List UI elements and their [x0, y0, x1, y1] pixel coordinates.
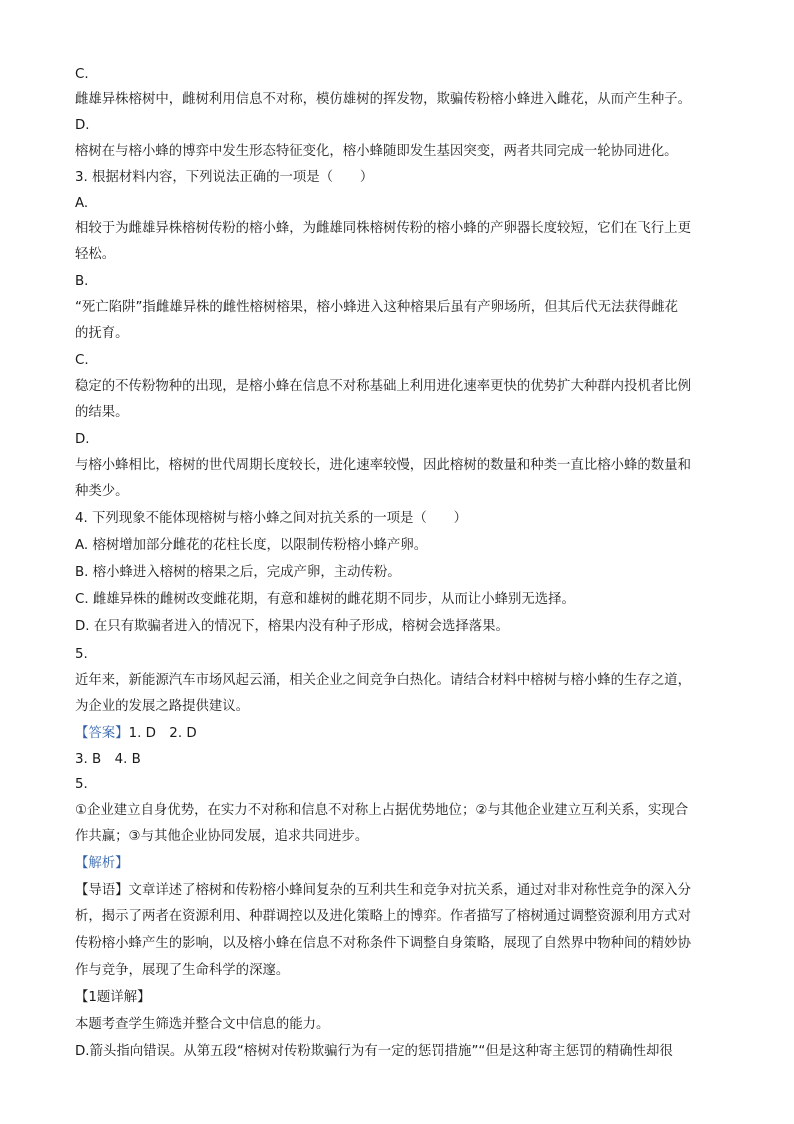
answer-tag: 【答案】 [75, 726, 129, 741]
q4-stem: 4. 下列现象不能体现榕树与榕小蜂之间对抗关系的一项是（ ） [75, 511, 467, 526]
answer-line-1 [75, 724, 735, 744]
q3-option-c-text-cont: 的结果。 [75, 405, 129, 420]
answer-5-text: ①企业建立自身优势，在实力不对称和信息不对称上占据优势地位；②与其他企业建立互利关系，实现合 [75, 803, 689, 818]
q3-option-b-text-cont: 的抚育。 [75, 326, 129, 341]
q3-option-d-label: D. [75, 432, 90, 447]
detail-text-2: D.箭头指向错误。从第五段“榕树对传粉欺骗行为有一定的惩罚措施”“但是这种寄主惩罚的精确性却很 [75, 1044, 673, 1059]
answer-5-number: 5. [75, 777, 88, 792]
q5-text-cont: 为企业的发展之路提供建议。 [75, 699, 250, 714]
q3-stem: 3. 根据材料内容，下列说法正确的一项是（ ） [75, 170, 374, 185]
q5-number: 5. [75, 647, 88, 662]
q2-option-d-text: 榕树在与榕小蜂的博弈中发生形态特征变化，榕小蜂随即发生基因突变，两者共同完成一轮协同进化。 [75, 144, 678, 159]
detail-text-1: 本题考查学生筛选并整合文中信息的能力。 [75, 1017, 330, 1032]
q4-option-b: B. 榕小蜂进入榕树的榕果之后，完成产卵，主动传粉。 [75, 565, 401, 580]
analysis-tag: 【解析】 [75, 856, 129, 871]
q4-option-d: D. 在只有欺骗者进入的情况下，榕果内没有种子形成，榕树会选择落果。 [75, 619, 509, 634]
guide-text-4: 作与竞争，展现了生命科学的深邃。 [75, 963, 290, 978]
q3-option-b-label: B. [75, 274, 89, 289]
q3-option-a-text: 相较于为雌雄异株榕树传粉的榕小蜂，为雌雄同株榕树传粉的榕小蜂的产卵器长度较短，它们在飞行上更 [75, 221, 691, 236]
guide-text-3: 传粉榕小蜂产生的影响，以及榕小蜂在信息不对称条件下调整自身策略，展现了自然界中物种间的精妙协 [75, 936, 691, 951]
q2-option-d-label: D. [75, 118, 90, 133]
q4-option-a: A. 榕树增加部分雌花的花柱长度，以限制传粉榕小蜂产卵。 [75, 538, 428, 553]
q3-option-c-text: 稳定的不传粉物种的出现，是榕小蜂在信息不对称基础上利用进化速率更快的优势扩大种群内投机者比例 [75, 379, 691, 394]
q3-option-a-text-cont: 轻松。 [75, 247, 116, 262]
q3-option-d-text: 与榕小蜂相比，榕树的世代周期长度较长，进化速率较慢，因此榕树的数量和种类一直比榕小蜂的数量和 [75, 458, 691, 473]
q5-text: 近年来，新能源汽车市场风起云涌，相关企业之间竞争白热化。请结合材料中榕树与榕小蜂的生存之道， [75, 673, 691, 688]
q4-option-c: C. 雌雄异株的雌树改变雌花期，有意和雄树的雌花期不同步，从而让小蜂别无选择。 [75, 592, 575, 607]
q2-option-c-label: C. [75, 67, 89, 82]
answer-key-3-4: 3. B 4. B [75, 752, 141, 767]
q3-option-b-text: “死亡陷阱”指雌雄异株的雌性榕树榕果，榕小蜂进入这种榕果后虽有产卵场所，但其后代无法获得雌花 [75, 300, 679, 315]
q3-option-a-label: A. [75, 196, 89, 211]
answer-5-text-cont: 作共赢；③与其他企业协同发展，追求共同进步。 [75, 829, 369, 844]
answer-key-1-2: 1. D 2. D [128, 726, 197, 741]
guide-text-2: 析，揭示了两者在资源利用、种群调控以及进化策略上的博弈。作者描写了榕树通过调整资源利用方式对 [75, 909, 691, 924]
q3-option-c-label: C. [75, 353, 89, 368]
q3-option-d-text-cont: 种类少。 [75, 484, 129, 499]
detail-heading: 【1题详解】 [75, 990, 151, 1005]
q2-option-c-text: 雌雄异株榕树中，雌树利用信息不对称，模仿雄树的挥发物，欺骗传粉榕小蜂进入雌花，从而产生种子。 [75, 92, 691, 107]
guide-text-1: 【导语】文章详述了榕树和传粉榕小蜂间复杂的互利共生和竞争对抗关系，通过对非对称性竞争的深入分 [75, 883, 691, 898]
